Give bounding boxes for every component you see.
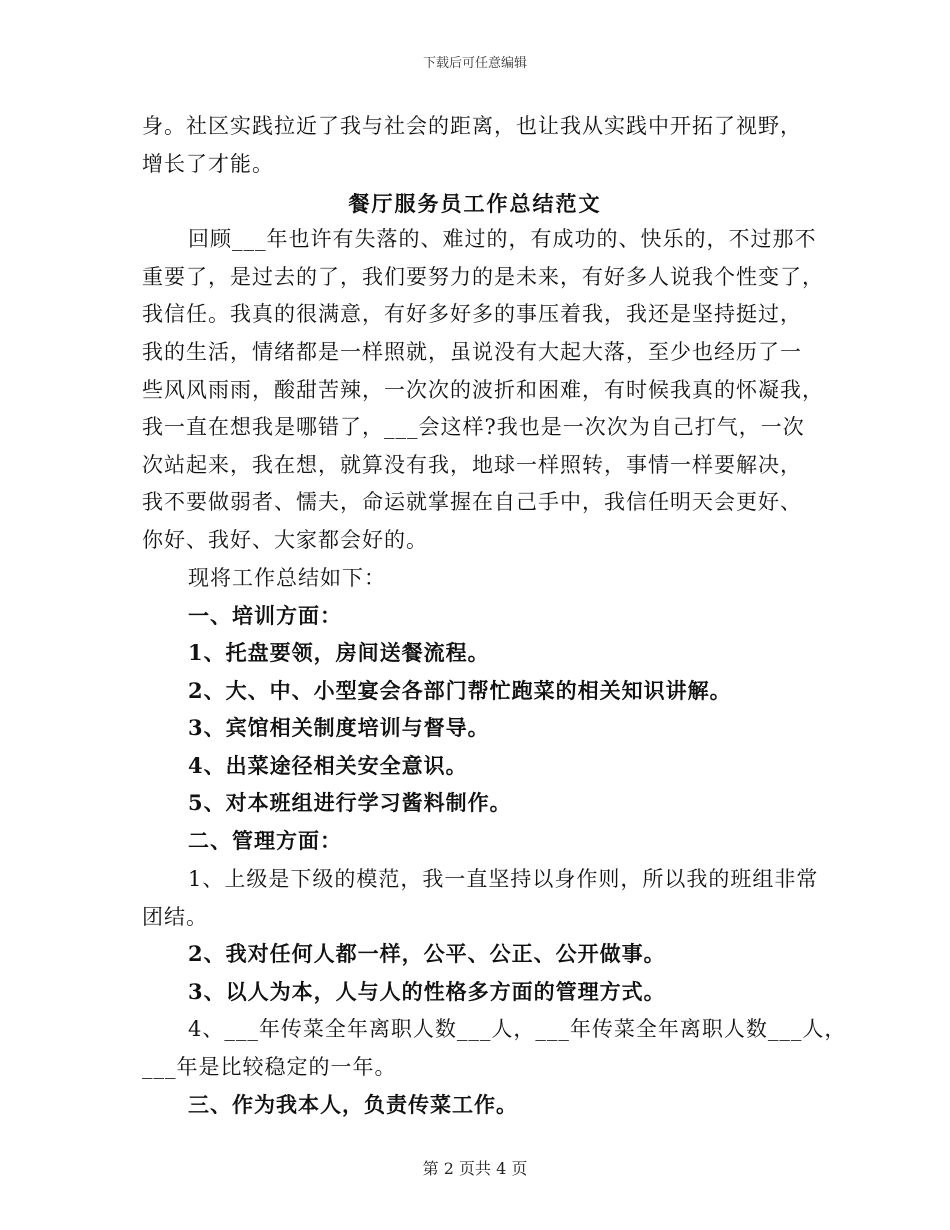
body-text-line: 我的生活，情绪都是一样照就，虽说没有大起大落，至少也经历了一 [142,340,802,364]
body-text-line: 你好、我好、大家都会好的。 [142,528,428,552]
body-text-line: 我信任。我真的很满意，有好多好多的事压着我，我还是坚持挺过， [142,302,802,326]
body-text-line: 回顾___年也许有失落的、难过的，有成功的、快乐的，不过那不 [188,227,817,251]
body-text-line: 次站起来，我在想，就算没有我，地球一样照转，事情一样要解决， [142,453,802,477]
list-item: 1、托盘要领，房间送餐流程。 [188,640,490,665]
list-item: 5、对本班组进行学习酱料制作。 [188,790,512,815]
list-item-continuation: 团结。 [142,905,208,929]
list-item-continuation: ___年是比较稳定的一年。 [142,1055,397,1079]
body-text-line: 增长了才能。 [142,152,274,176]
list-item: 3、宾馆相关制度培训与督导。 [188,715,490,740]
list-item: 1、上级是下级的模范，我一直坚持以身作则，所以我的班组非常 [188,867,819,891]
page-number: 第 2 页共 4 页 [422,1159,528,1178]
list-item: 4、出菜途径相关安全意识。 [188,753,468,778]
body-text-line: 些风风雨雨，酸甜苦辣，一次次的波折和困难，有时候我真的怀凝我， [142,378,824,402]
list-item: 2、大、中、小型宴会各部门帮忙跑菜的相关知识讲解。 [188,678,732,703]
section-heading: 二、管理方面： [188,828,342,853]
body-text-line: 身。社区实践拉近了我与社会的距离，也让我从实践中开拓了视野， [142,114,802,138]
body-text-line: 我一直在想我是哪错了，___会这样?我也是一次次为自己打气，一次 [142,415,805,439]
list-item: 2、我对任何人都一样，公平、公正、公开做事。 [188,941,666,966]
body-text-line: 我不要做弱者、懦夫，命运就掌握在自己手中，我信任明天会更好、 [142,490,802,514]
summary-intro: 现将工作总结如下： [188,566,386,590]
body-text-line: 重要了，是过去的了，我们要努力的是未来，有好多人说我个性变了， [142,265,824,289]
list-item: 4、___年传菜全年离职人数___人，___年传菜全年离职人数___人， [188,1017,847,1041]
section-heading: 三、作为我本人，负责传菜工作。 [188,1092,518,1117]
list-item: 3、以人为本，人与人的性格多方面的管理方式。 [188,979,666,1004]
document-title: 餐厅服务员工作总结范文 [348,191,602,216]
page-header-note: 下载后可任意编辑 [422,56,527,71]
section-heading: 一、培训方面： [188,603,342,628]
